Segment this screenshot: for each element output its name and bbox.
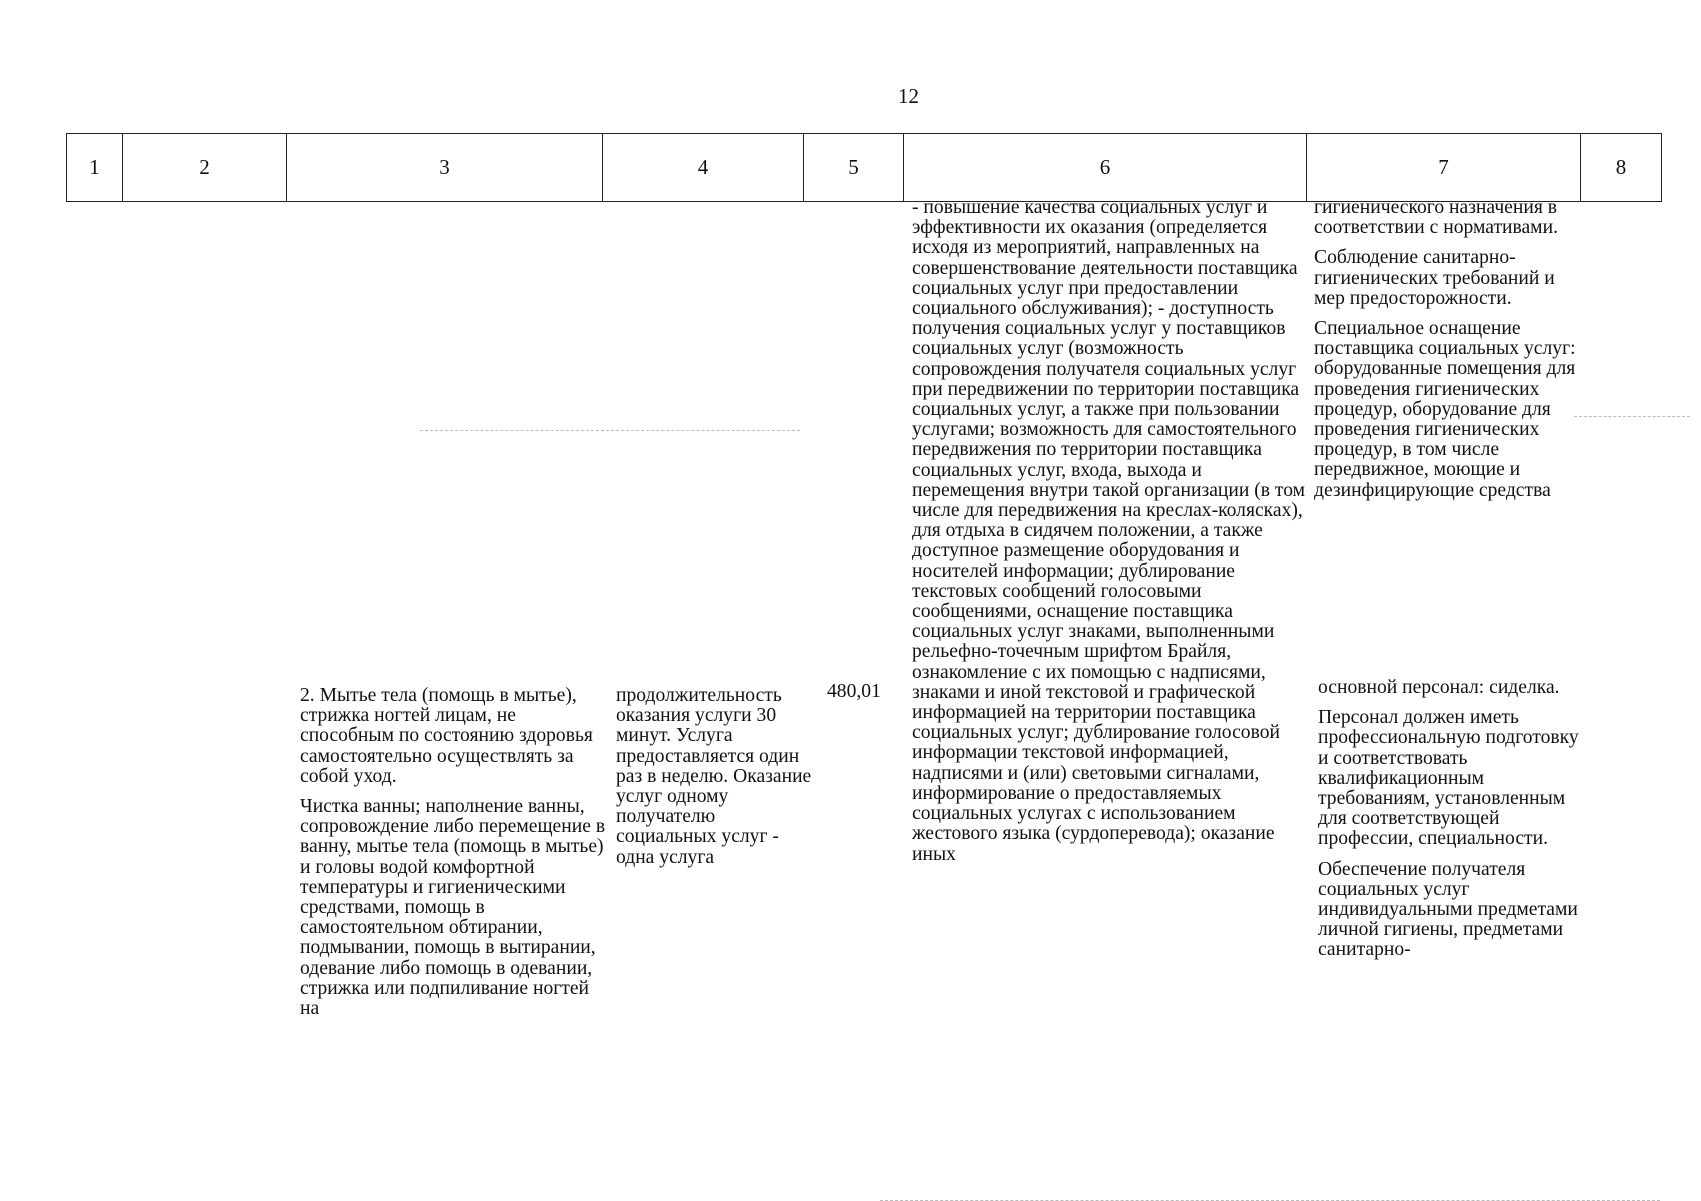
page-number: 12 [898,84,919,108]
service-description: Чистка ванны; наполнение ванны, сопровождение либо перемещение в ванну, мытье тела (помощь в мытье) и головы водой комфортной температуры и гигиеническими средствами, помощь в самостоятельном обтирании, подмывании, помощь в вытирании, одевание либо помощь в одевании, стрижка или подпиливание ногтей на [300,796,606,1020]
hygiene-norms: гигиенического назначения в соответствии с нормативами. [1314,197,1558,239]
sanitary-requirements: Соблюдение санитарно-гигиенических требований и мер предосторожности. [1314,247,1555,309]
header-cell-7: 7 [1307,134,1581,201]
table-header-row [66,133,1662,202]
col5-price: 480,01 [827,681,881,702]
header-cell-3: 3 [287,134,603,201]
col3-text [300,686,610,1029]
service-title: 2. Мытье тела (помощь в мытье), стрижка ногтей лицам, не способным по состоянию здоровья самостоятельно осуществлять за собой уход. [300,685,593,787]
special-equipment: Специальное оснащение поставщика социальных услуг: оборудованные помещения для проведения гигиенических процедур, оборудование для проведения гигиенических процедур, в том числе передвижное, моющие и дезинфицирующие средства [1314,318,1576,501]
header-cell-1: 1 [67,134,123,201]
personal-hygiene-items: Обеспечение получателя социальных услуг индивидуальными предметами личной гигиены, предметами санитарно- [1318,858,1578,961]
header-cell-2: 2 [123,134,287,201]
col4-text: продолжительность оказания услуги 30 минут. Услуга предоставляется один раз в неделю. Оказание услуг одному получателю социальных услуг - одна услуга [616,685,812,868]
col7-bottom-text [1318,678,1588,971]
faint-rule-left [420,430,800,431]
main-staff: основной персонал: сиделка. [1318,677,1560,698]
staff-qualification: Персонал должен иметь профессиональную подготовку и соответствовать квалификационным требованиям, установленным для соответствующей профессии, специальности. [1318,707,1579,850]
header-cell-5: 5 [804,134,904,201]
faint-rule-right [1574,416,1690,417]
col6-text: - повышение качества социальных услуг и эффективности их оказания (определяется исходя из мероприятий, направленных на совершенствование деятельности поставщика социальных услуг при предоставлении социального обслуживания); - доступность получения социальных услуг у поставщиков социальных услуг (возможность сопровождения получателя социальных услуг при передвижении по территории поставщика социальных услуг, а также при пользовании услугами; возможность для самостоятельного передвижения по территории поставщика социальных услуг, входа, выхода и перемещения внутри такой организации (в том числе для передвижения на креслах-колясках), для отдыха в сидячем положении, а также доступное размещение оборудования и носителей информации; дублирование текстовых сообщений голосовыми сообщениями, оснащение поставщика социальных услуг знаками, выполненными рельефно-точечным шрифтом Брайля, ознакомление с их помощью с надписями, знаками и иной текстовой и графической информацией на территории поставщика социальных услуг; дублирование голосовой информации текстовой информацией, надписями и (или) световыми сигналами, информирование о предоставляемых социальных услугах с использованием жестового языка (сурдоперевода); оказание иных [912,197,1306,865]
col7-top-text [1314,198,1584,511]
header-cell-6: 6 [904,134,1307,201]
header-cell-4: 4 [603,134,804,201]
header-cell-8: 8 [1615,155,1627,179]
